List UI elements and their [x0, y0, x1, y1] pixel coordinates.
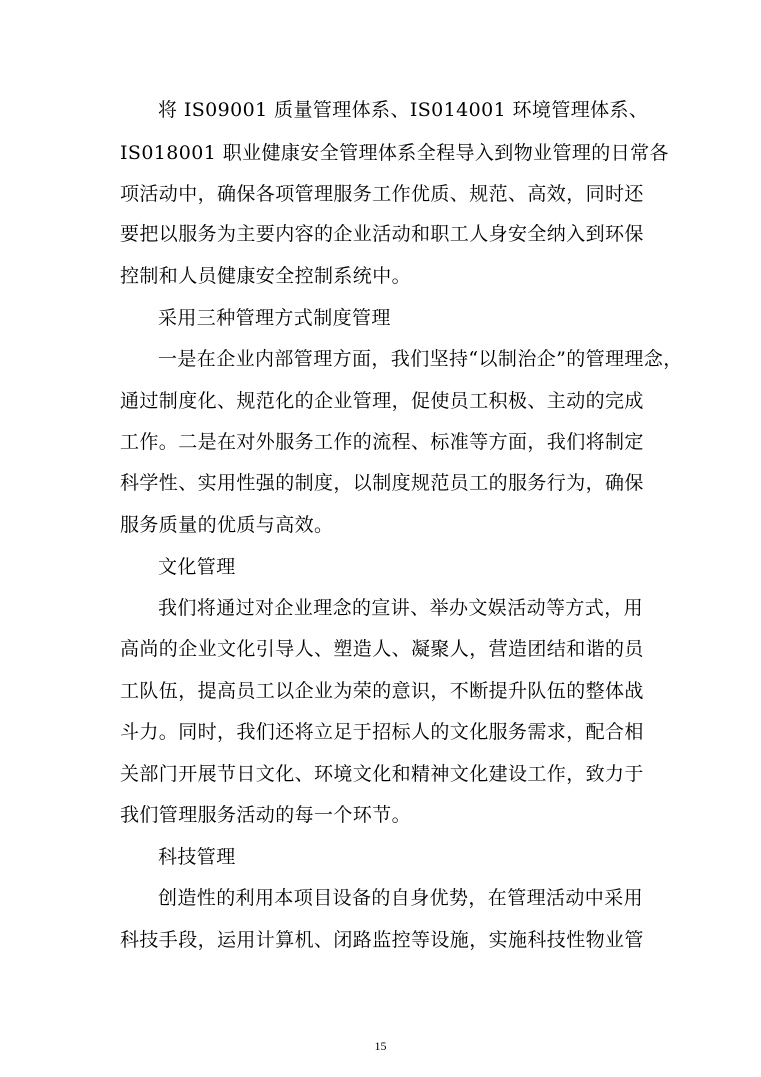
- paragraph-line: 我们将通过对企业理念的宣讲、举办文娱活动等方式，用: [158, 597, 644, 619]
- section-heading-cultural-management: 文化管理: [158, 556, 236, 578]
- paragraph-line: 高尚的企业文化引导人、塑造人、凝聚人，营造团结和谐的员: [120, 638, 644, 660]
- paragraph-line: 通过制度化、规范化的企业管理，促使员工积极、主动的完成: [120, 390, 644, 412]
- paragraph-line: 工队伍，提高员工以企业为荣的意识，不断提升队伍的整体战: [120, 680, 644, 702]
- paragraph-line: 项活动中，确保各项管理服务工作优质、规范、高效，同时还: [120, 183, 644, 205]
- paragraph-line: 关部门开展节日文化、环境文化和精神文化建设工作，致力于: [120, 763, 644, 785]
- paragraph-line: 科技手段，运用计算机、闭路监控等设施，实施科技性物业管: [120, 929, 644, 951]
- paragraph-line: 我们管理服务活动的每一个环节。: [120, 804, 412, 826]
- paragraph-line: 要把以服务为主要内容的企业活动和职工人身安全纳入到环保: [120, 223, 644, 245]
- paragraph-line: 科学性、实用性强的制度，以制度规范员工的服务行为，确保: [120, 472, 644, 494]
- paragraph-line: 将 IS09001 质量管理体系、IS014001 环境管理体系、: [158, 99, 649, 121]
- paragraph-line: IS018001 职业健康安全管理体系全程导入到物业管理的日常各: [120, 142, 669, 164]
- paragraph-line: 服务质量的优质与高效。: [120, 514, 334, 536]
- paragraph-line: 一是在企业内部管理方面，我们坚持“以制治企”的管理理念，: [158, 348, 683, 370]
- paragraph-line: 斗力。同时，我们还将立足于招标人的文化服务需求，配合相: [120, 721, 644, 743]
- paragraph-line: 创造性的利用本项目设备的自身优势，在管理活动中采用: [158, 887, 644, 909]
- section-heading-technology-management: 科技管理: [158, 846, 236, 868]
- paragraph-line: 控制和人员健康安全控制系统中。: [120, 265, 412, 287]
- section-heading-institutional-management: 采用三种管理方式制度管理: [158, 307, 391, 329]
- paragraph-line: 工作。二是在对外服务工作的流程、标准等方面，我们将制定: [120, 431, 644, 453]
- page-number: 15: [374, 1039, 387, 1053]
